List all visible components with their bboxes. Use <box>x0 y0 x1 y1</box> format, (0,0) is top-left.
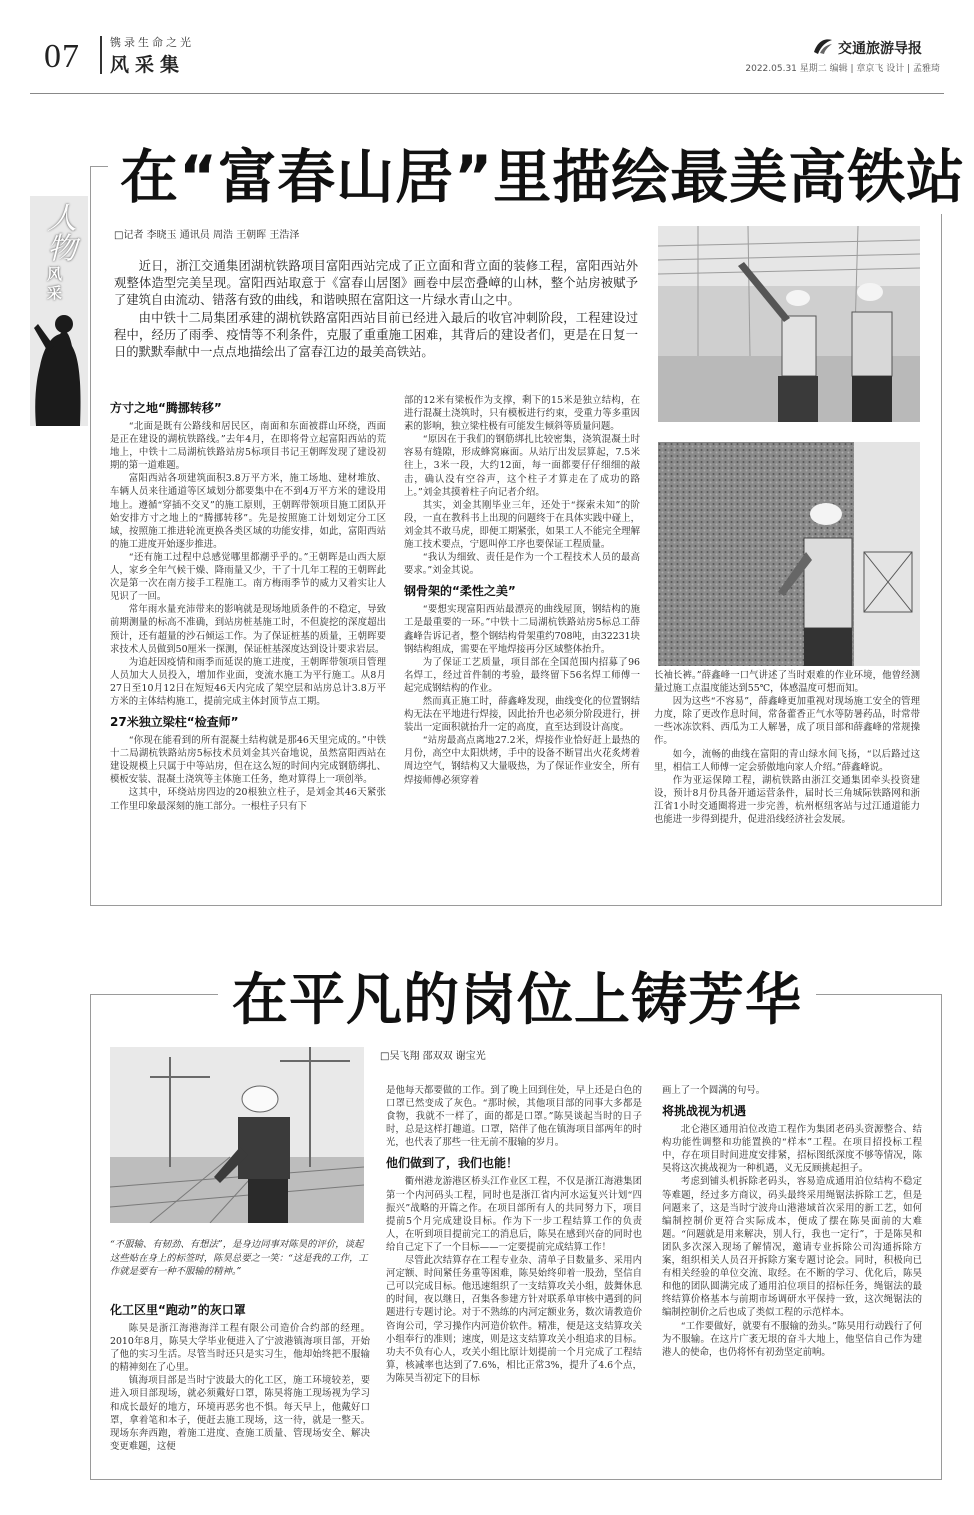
paragraph: 作为亚运保障工程，湖杭铁路由浙江交通集团牵头投资建设，预计8月份具备开通运营条件，届时长三角城际铁路网和浙江省1小时交通圈将进一步完善，杭州枢纽客站与过江通道能力也能进一步得到提升，促进沿线经济社会发展。 <box>654 774 920 826</box>
page-number: 07 <box>44 38 80 75</box>
paragraph: 然而真正施工时，薛鑫峰发现，曲线变化的位置钢结构无法在平地进行焊接，因此抬升也必须分阶段进行，拼装出一定面积就抬升一定的高度，直至达到设计高度。 <box>404 695 640 734</box>
paragraph: 因为这些“不容易”，薛鑫峰更加重视对现场施工安全的管理力度，除了更改作息时间，常备藿香正气水等防暑药品，时常带一些冰冻饮料、西瓜为工人解暑，成了项目部和薛鑫峰的常规操作。 <box>654 696 920 747</box>
column-inspection-photo <box>658 442 920 666</box>
paragraph: 部的12米有梁板作为支撑，剩下的15米是独立结构，在进行混凝土浇筑时，只有模板进行约束，受重力等多重因素的影响，独立梁柱极有可能发生倾斜等质量问题。 <box>404 395 640 433</box>
side-tag-title: 人物 <box>41 202 76 262</box>
article-1-column-1 <box>110 394 386 894</box>
article-1-lead <box>114 258 638 361</box>
paragraph: 长袖长裤。”薛鑫峰一口气讲述了当时艰难的作业环境，他曾经测量过施工点温度能达到55℃，体感温度可想而知。 <box>654 670 920 695</box>
paragraph: 其实，刘金其刚毕业三年，还处于“探索未知”的阶段，一直在教科书上出现的问题终于在具体实践中碰上，刘金其不敢马虎，即便工期紧张，如果工人不能完全理解施工技术要点，宁愿叫停工序也要保证工程质量。 <box>404 499 640 551</box>
paragraph: “还有施工过程中总感觉哪里都潮乎乎的。”王朝晖是山西大原人，家乡全年气候干燥、降雨量又少，干了十几年工程的王朝晖此次是第一次在南方接手工程施工。南方梅雨季节的威力又着实让人见识了一回。 <box>110 551 386 603</box>
article-2-column-2 <box>386 1084 642 1472</box>
paragraph: “我认为细致、责任是作为一个工程技术人员的最高要求。”刘金其说。 <box>404 552 640 577</box>
side-tag <box>30 196 88 426</box>
subheading: 27米独立梁柱“检查师” <box>110 715 239 730</box>
station-interior-photo <box>658 226 920 422</box>
paragraph: 是他每天都要做的工作。到了晚上回到住处，早上还是白色的口罩已然变成了灰色。“那时候，其他项目部的同事大多都是食物，我就不一样了，面的都是口罩。”陈昊谈起当时的日子时，总是这样打趣道。口罩，陪伴了他在镇海项目部两年的时光，也代表了那些一往无前不服输的岁月。 <box>386 1085 642 1149</box>
article-1-byline: □记者 李晓玉 通讯员 周浩 王朝晖 王浩泽 <box>114 230 300 241</box>
subheading: 他们做到了，我们也能！ <box>386 1156 519 1171</box>
lead-paragraph: 由中铁十二局集团承建的湖杭铁路富阳西站目前已经进入最后的收官冲刺阶段，工程建设过程中，经历了雨季、疫情等不利条件，克服了重重施工困难，其背后的建设者们，更是在日复一日的默默奉献中一点点地描绘出了富春江边的最美高铁站。 <box>114 310 638 360</box>
paragraph: “要想实现富阳西站最漂亮的曲线屋顶，钢结构的施工是最重要的一环。”中铁十二局湖杭铁路站房5标总工薛鑫峰告诉记者，整个钢结构骨架重约708吨，由32231块钢结构组成，需要在平地焊接再分区域整体抬升。 <box>404 604 640 655</box>
subheading: 钢骨架的“柔性之美” <box>404 584 516 599</box>
paragraph: “北面是既有公路线和居民区，南面和东面被群山环绕，西面是正在建设的湖杭铁路线。”去年4月，在即将骨立起富阳西站的荒地上，中铁十二局湖杭铁路站房5标项目书记王朝晖发现了建设初期的第一道难题。 <box>110 421 386 472</box>
article-1-column-2 <box>404 394 640 894</box>
side-tag-subtitle: 风采 <box>45 266 63 304</box>
article-2-column-3 <box>662 1084 922 1472</box>
worker-on-site-photo <box>110 1047 364 1223</box>
paragraph: 这其中，环绕站房四边的20根独立柱子，是刘金其46天紧张工作里印象最深刻的施工部分。一根柱子只有下 <box>110 787 386 812</box>
paragraph: 画上了一个圆满的句号。 <box>662 1085 766 1096</box>
paragraph: 北仑港区通用泊位改造工程作为集团老码头资源整合、结构功能性调整和功能置换的“样本”工程。在项目招投标工程中，存在项目时间进度安排紧，招标图纸深度不够等情况，陈昊将这次挑战视为一种机遇，义无反顾挑起担子。 <box>662 1124 922 1175</box>
article-2-byline: □吴飞翔 邵双双 谢宝光 <box>380 1051 486 1062</box>
paragraph: 为了保证工艺质量，项目部在全国范围内招募了96名焊工，经过首件制的考验，最终留下56名焊工师傅一起完成钢结构的作业。 <box>404 656 640 694</box>
paragraph: 考虑到铺头机拆除老码头，容易造成通用泊位结构不稳定等难题，经过多方商议，码头最终采用绳锯法拆除工艺，但是问题来了，这是当时宁波舟山港港域首次采用的新工艺，如何编制控制价更符合实际成本，便成了摆在陈昊面前的大难题。“问题就是用来解决，别人行，我也一定行”，于是陈昊和团队多次深入现场了解情况，邀请专业拆除公司沟通拆除方案，组织相关人员召开拆除方案专题讨论会。同时，积极向已有相关经验的单位交流、取经。在不断的学习、优化后，陈昊和他的团队圆满完成了通用泊位项目的招标任务，绳锯法的最终结算价格基本与前期市场调研水平保持一致，这次绳锯法的编制控制价之后也成了类似工程的示范样本。 <box>662 1176 922 1319</box>
paragraph: 陈昊是浙江海港海洋工程有限公司造价合约部的经理。2010年8月，陈昊大学毕业便进入了宁波港镇海项目部，开始了他的实习生活。尽管当时还只是实习生，他却始终把不服输的精神刻在了心里。 <box>110 1323 370 1374</box>
top-rule <box>30 93 944 94</box>
subheading: 化工区里“跑动”的灰口罩 <box>110 1303 246 1317</box>
paragraph: 为追赶因疫情和雨季而延误的施工进度，王朝晖带领项目管理人员加大人员投入，增加作业面，变流水施工为平行施工。从8月27日至10月12日在短短46天内完成了架空层和站房总计3.8万平方米的主体结构施工，提前完成主体封顶节点工期。 <box>110 656 386 707</box>
subheading: 方寸之地“腾挪转移” <box>110 401 222 415</box>
paragraph: “工作要做好，就要有不服输的劲头。”陈昊用行动践行了何为不服输。在这片广袤无垠的奋斗大地上，他坚信自己作为建港人的使命，也仍将怀有初劲坚定前响。 <box>662 1320 922 1358</box>
paragraph: “你现在能看到的所有混凝土结构就是那46天里完成的。”中铁十二局湖杭铁路站房5标技术员刘金其兴奋地说，虽然富阳西站在建设规模上只属于中等站房，但在这么短的时间内完成钢筋绑扎、模板安装、混凝土浇筑等主体施工任务，绝对算得上一项创举。 <box>110 735 386 786</box>
article-1-headline: 在“富春山居”里描绘最美高铁站 <box>108 130 974 214</box>
paragraph: 尽管此次结算存在工程专业杂、清单子目数量多、采用内河定额、时间紧任务重等困难，陈昊始终卯着一股劲，坚信自己可以完成目标。他迅速组织了一支结算攻关小组，鼓舞休息的时间，夜以继日，召集各参建方针对联系单审核中遇到的问题进行专题讨论。对于不熟练的内河定额业务，数次请教造价咨询公司，学习操作内河造价软件。精准，便是这支结算攻关小组奉行的准则；速度，则是这支结算攻关小组追求的目标。功夫不负有心人，攻关小组比原计划提前一个月完成了工程结算，核减率也达到了7.6%，相比正常3%，提升了4.6个点，为陈昊当初定下的目标 <box>386 1255 642 1384</box>
paragraph: 衢州港龙游港区桥头江作业区工程，不仅是浙江海港集团第一个内河码头工程，同时也是浙江省内河水运复兴计划“四振兴”战略的开篇之作。在项目部所有人的共同努力下，项目提前5个月完成建设目标。作为下一步工程结算工作的负责人，在听到项目提前完工的消息后，陈昊在感到兴奋的同时也给自己定下了一个目标——一定要提前完成结算工作！ <box>386 1176 642 1253</box>
issue-line: 2022.05.31 星期二 编辑 | 章京飞 设计 | 孟雅琦 <box>745 64 940 74</box>
paragraph: 如今，流畅的曲线在富阳的青山绿水间飞扬，“以后路过这里，相信工人师傅一定会骄傲地向家人介绍。”薛鑫峰说。 <box>654 748 920 773</box>
section-kicker: 镌录生命之光 <box>110 36 194 49</box>
paragraph: 富阳西站各项建筑面积3.8万平方米，施工场地、建材堆放、车辆人员来往通道等区域划分都要集中在不到4万平方米的建设用地上。遵循“穿插不交叉”的施工原则，王朝晖带领项目施工团队开始安排方寸之地上的“腾挪转移”。先是按照施工计划划定分工区域，按照施工推进轮流更换各类区域的功能安排，如此，富阳西站的施工进度开始逐步推进。 <box>110 473 386 550</box>
article-2-column-1 <box>110 1296 370 1472</box>
article-1-column-3 <box>654 669 920 899</box>
article-2-headline: 在平凡的岗位上铸芳华 <box>218 956 816 1036</box>
newspaper-logo-icon <box>812 36 834 56</box>
paragraph: 常年雨水量充沛带来的影响就是现场地质条件的不稳定，导致前期测量的标高不准确，到站房桩基施工时，不但旋挖的深度超出预计，还有超量的沙石倾运工作。为了保证桩基的质量，王朝晖要求技术人员做到50厘米一探测，保证桩基深度达到设计要求岩层。 <box>110 604 386 655</box>
subheading: 将挑战视为机遇 <box>662 1104 747 1119</box>
paragraph: 镇海项目部是当时宁波最大的化工区，施工环境较差，要进入项目部现场，就必须戴好口罩，陈昊将施工现场视为学习和成长最好的地方，环境再恶劣也不惧。每天早上，他戴好口罩，拿着笔和本子，便赶去施工现场，这一待，就是一整天。现场东奔西跑，着施工进度、查施工质量、管现场安全、解决变更难题，这便 <box>110 1375 370 1452</box>
paragraph: “站房最高点离地27.2米，焊接作业恰好赶上最热的月份，高空中太阳烘烤，手中的设备不断冒出火花炙烤着周边空气，钢结构又大量吸热，为了保证作业安全，所有焊接师傅必须穿着 <box>404 735 640 786</box>
lead-paragraph: 近日，浙江交通集团湖杭铁路项目富阳西站完成了正立面和背立面的装修工程，富阳西站外观整体造型完美呈现。富阳西站取意于《富春山居图》画卷中层峦叠嶂的山林，整个站房被赋予了建筑自由流动、错落有致的曲线，和谐映照在富阳这一片绿水青山之中。 <box>114 259 638 308</box>
paragraph: “原因在于我们的钢筋绑扎比较密集，浇筑混凝土时容易有缝隙，形成蜂窝麻面。从站厅出发层算起，7.5米往上，3米一段，大约12面，每一面都要仔仔细细的敲击，确认没有空谷声，这个柱子才算走在了成功的路上。”刘金其摸着柱子向记者介绍。 <box>404 434 640 498</box>
masthead-divider <box>100 36 102 74</box>
section-name: 风采集 <box>110 54 186 76</box>
paper-name: 交通旅游导报 <box>838 41 922 57</box>
photo-caption: “不服输、有韧劲、有想法”，是身边同事对陈昊的评价，谈起这些贴在身上的标签时，陈昊总要之一笑：“这是我的工作，工作就是要有一种不服输的精神。” <box>110 1239 368 1277</box>
